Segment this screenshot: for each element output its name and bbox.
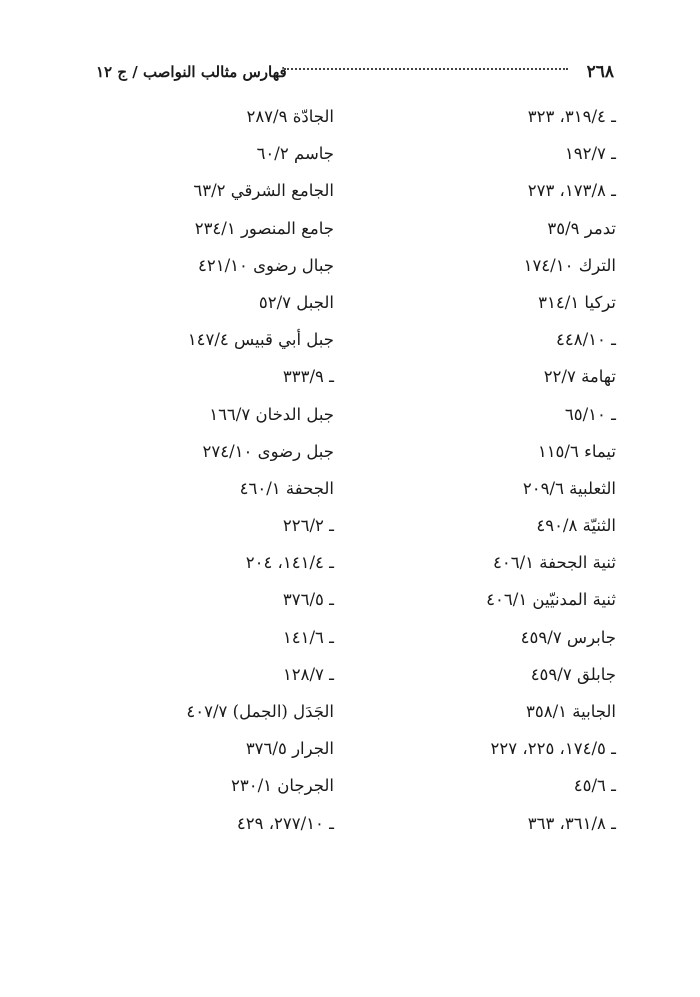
index-entry: الجَدَل (الجمل) ٤٠٧/٧ bbox=[186, 702, 334, 721]
index-entry: ـ ٣٦١/٨، ٣٦٣ bbox=[527, 813, 616, 833]
index-entry: جاسم ٦٠/٢ bbox=[256, 144, 334, 164]
index-entry: جبل أبي قبيس ١٤٧/٤ bbox=[187, 330, 334, 350]
index-entry: ـ ١٤١/٤، ٢٠٤ bbox=[245, 553, 334, 573]
index-entry: ـ ٣٧٦/٥ bbox=[282, 590, 334, 610]
index-entry: ـ ٣٣٣/٩ bbox=[282, 367, 334, 387]
index-entry: الجحفة ٤٦٠/١ bbox=[239, 478, 334, 498]
index-entry: الجرجان ٢٣٠/١ bbox=[231, 776, 334, 796]
index-entry: ثنية الجحفة ٤٠٦/١ bbox=[492, 553, 616, 573]
index-entry: ـ ٤٥/٦ bbox=[573, 776, 616, 796]
index-entry: الجابية ٣٥٨/١ bbox=[526, 702, 616, 721]
index-entry: ـ ١٧٤/٥، ٢٢٥، ٢٢٧ bbox=[490, 739, 616, 759]
index-entry: الثنيّة ٤٩٠/٨ bbox=[536, 516, 616, 536]
index-entry: تركيا ٣١٤/١ bbox=[538, 292, 616, 312]
index-entry: ـ ١٢٨/٧ bbox=[282, 664, 334, 684]
index-entry: ـ ٢٧٧/١٠، ٤٢٩ bbox=[236, 813, 334, 833]
index-entry: ـ ١٤١/٦ bbox=[282, 627, 334, 647]
index-entry: ـ ٣١٩/٤، ٣٢٣ bbox=[527, 107, 616, 126]
dotted-leader bbox=[284, 68, 568, 70]
index-entry: جبل الدخان ١٦٦/٧ bbox=[209, 404, 334, 424]
index-entry: الجرار ٣٧٦/٥ bbox=[245, 739, 334, 759]
index-entry: جابرس ٤٥٩/٧ bbox=[520, 627, 616, 647]
index-entry: جابلق ٤٥٩/٧ bbox=[530, 664, 616, 684]
index-entry: ـ ١٩٢/٧ bbox=[564, 144, 616, 164]
index-entry: ـ ٢٢٦/٢ bbox=[282, 516, 334, 536]
index-entry: الجادّة ٢٨٧/٩ bbox=[246, 107, 334, 126]
index-entry: الجامع الشرقي ٦٣/٢ bbox=[193, 181, 334, 201]
index-column-right bbox=[456, 104, 616, 848]
index-entry: ـ ٦٥/١٠ bbox=[564, 404, 616, 424]
index-entry: جامع المنصور ٢٣٤/١ bbox=[194, 218, 334, 238]
index-entry: ـ ٤٤٨/١٠ bbox=[556, 330, 616, 350]
index-entry: الترك ١٧٤/١٠ bbox=[523, 255, 616, 275]
index-entry: جبال رضوى ٤٢١/١٠ bbox=[198, 255, 334, 275]
page-header bbox=[96, 60, 614, 84]
index-entry: تهامة ٢٢/٧ bbox=[543, 367, 616, 387]
index-entry: الجبل ٥٢/٧ bbox=[258, 292, 334, 312]
index-entry: ـ ١٧٣/٨، ٢٧٣ bbox=[527, 181, 616, 201]
index-entry: تدمر ٣٥/٩ bbox=[547, 218, 616, 238]
index-entry: ثنية المدنيّين ٤٠٦/١ bbox=[486, 590, 616, 610]
running-title: فهارس مثالب النواصب / ج ١٢ bbox=[96, 63, 287, 81]
index-entry: الثعلبية ٢٠٩/٦ bbox=[522, 478, 616, 498]
index-entry: جبل رضوى ٢٧٤/١٠ bbox=[202, 441, 334, 461]
index-entry: تيماء ١١٥/٦ bbox=[537, 441, 616, 461]
page-number: ٢٦٨ bbox=[586, 62, 614, 82]
index-column-left bbox=[104, 104, 334, 848]
